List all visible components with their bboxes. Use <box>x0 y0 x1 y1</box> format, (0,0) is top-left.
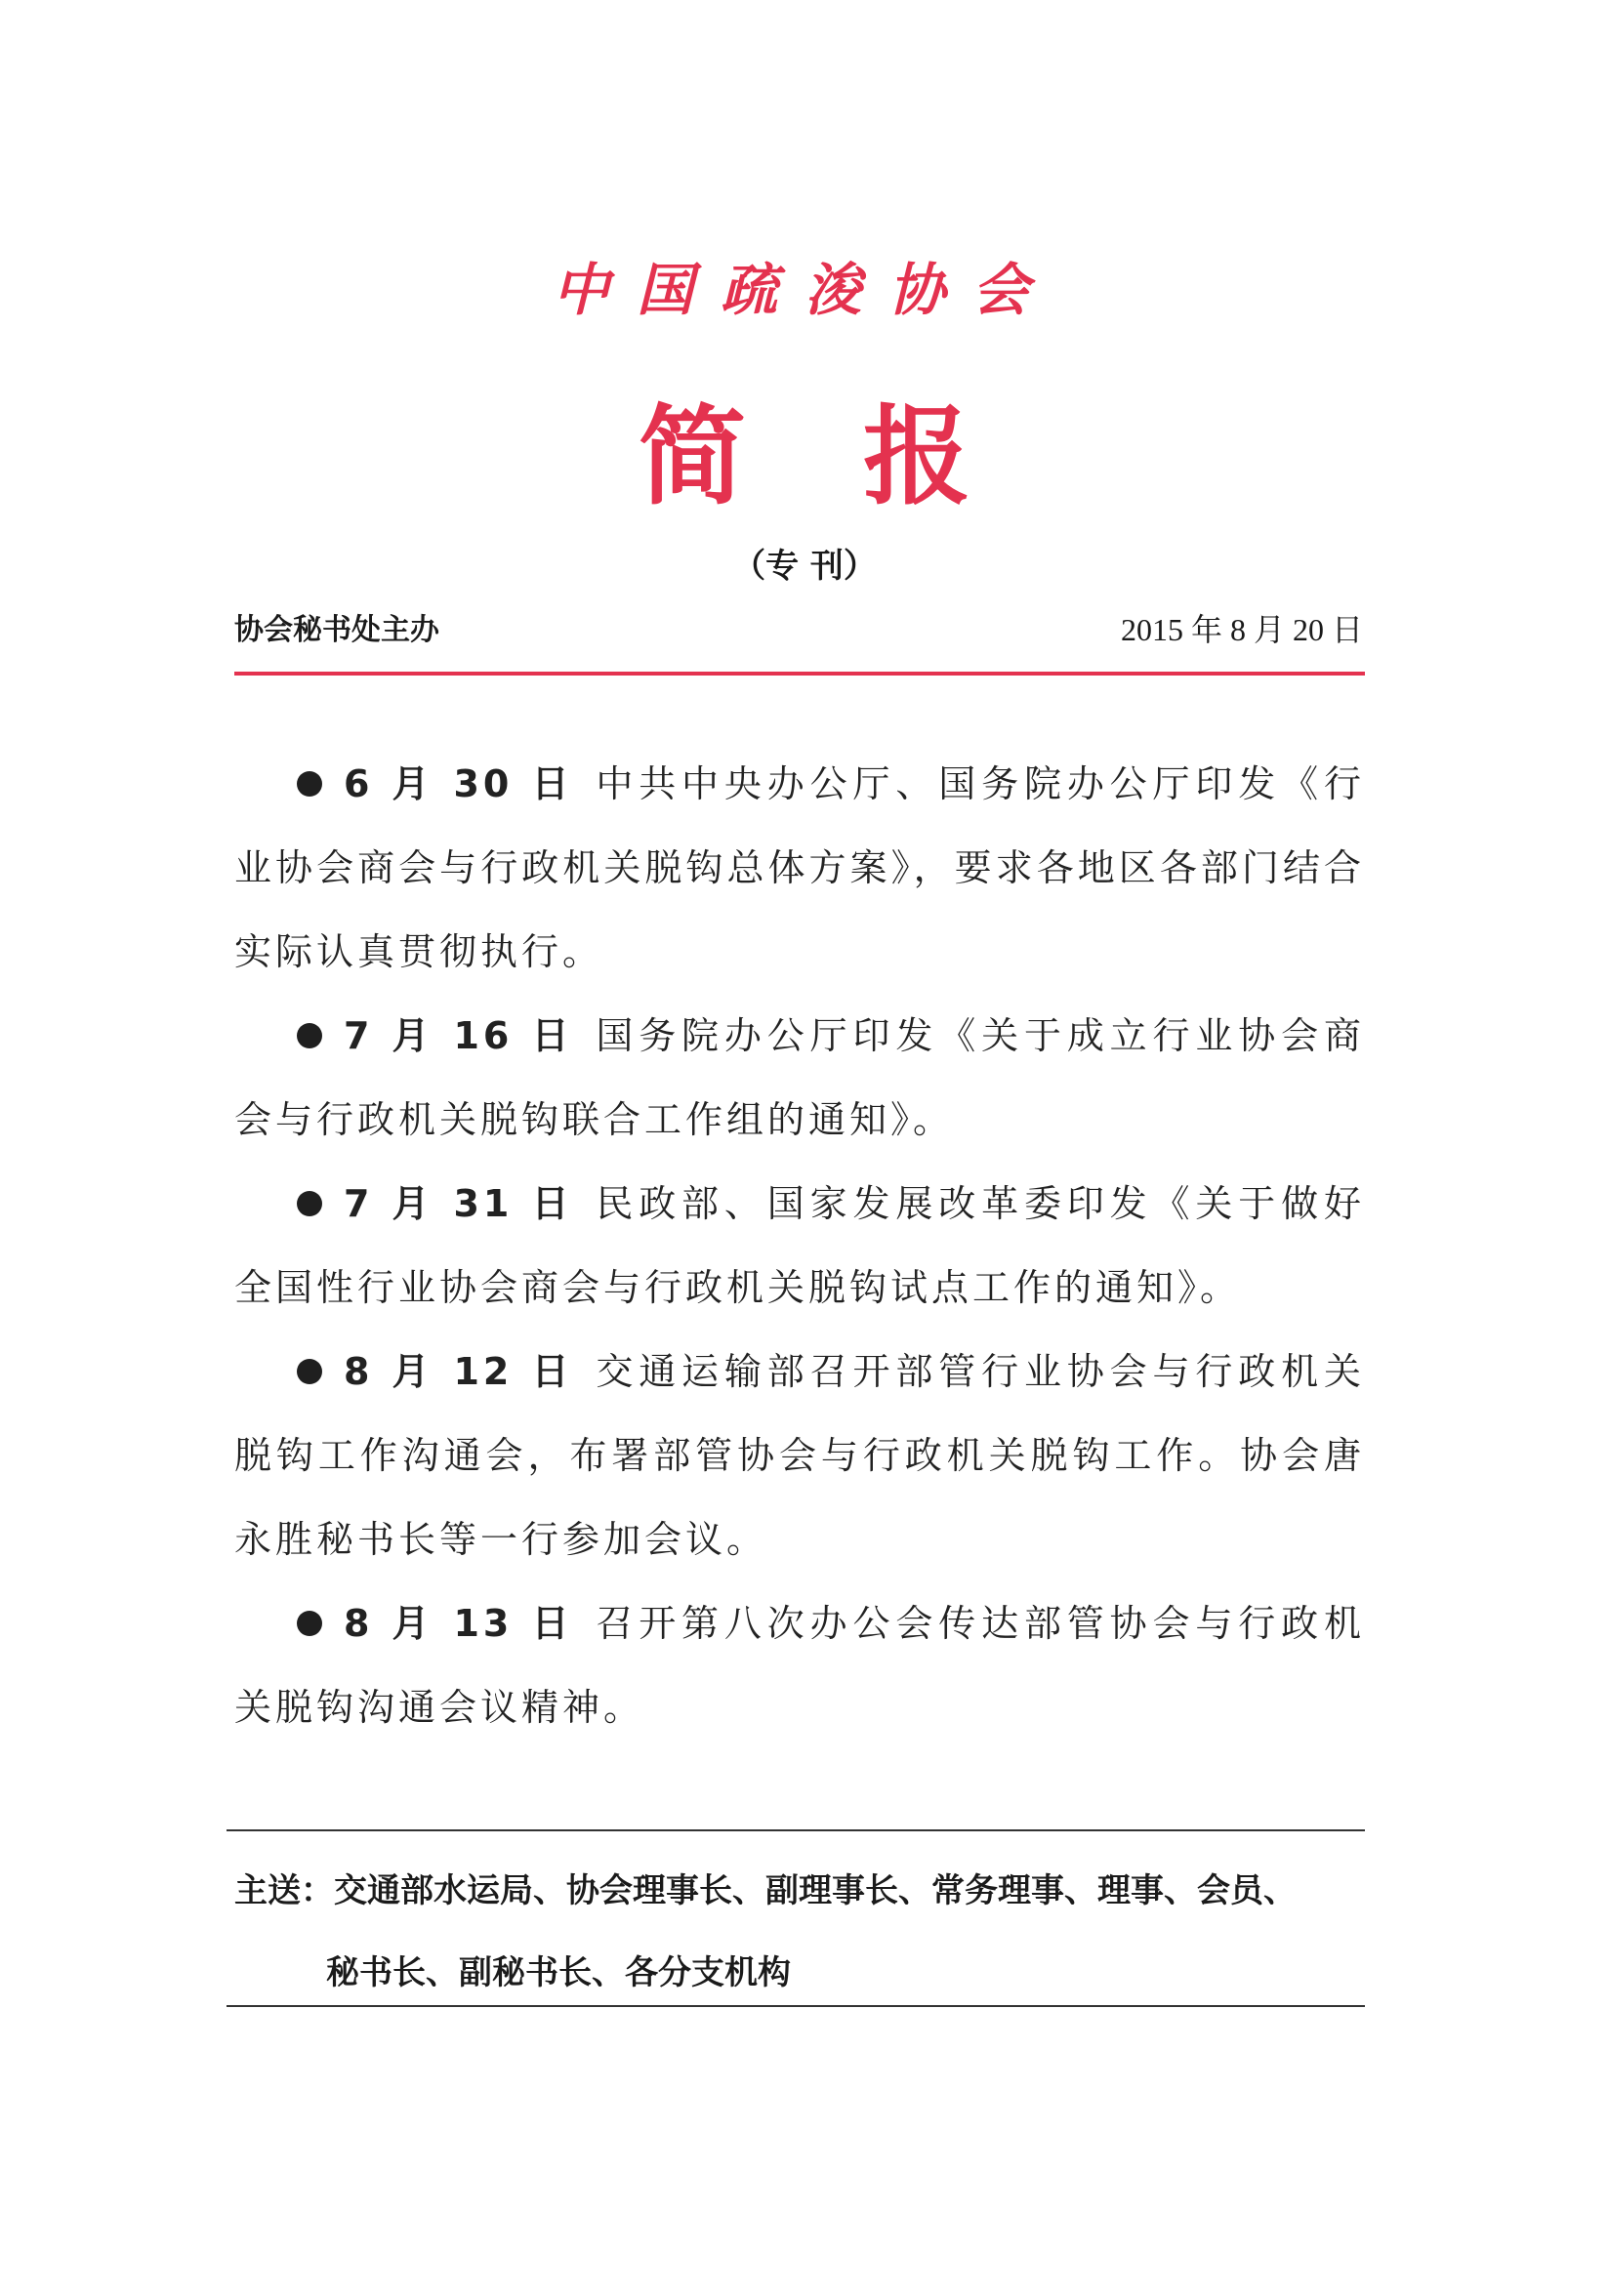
host-label: 协会秘书处主办 <box>234 613 439 647</box>
distribution-top-rule <box>227 1829 1365 1831</box>
distribution-line-1: 交通部水运局、协会理事长、副理事长、常务理事、理事、会员、 <box>334 1871 1297 1910</box>
news-items <box>234 742 1365 1749</box>
organization-name: 中国疏浚协会 <box>552 257 1056 323</box>
item-date: 7 月 31 日 <box>344 1182 575 1225</box>
distribution-label: 主送： <box>234 1871 334 1910</box>
item-date: 8 月 13 日 <box>344 1602 575 1645</box>
bullet-icon <box>297 1023 322 1048</box>
issue-label: （专 刊） <box>732 547 877 586</box>
item-date: 6 月 30 日 <box>344 762 575 805</box>
news-item <box>234 994 1365 1162</box>
bullet-icon <box>297 1359 322 1384</box>
bullet-icon <box>297 1611 322 1636</box>
distribution-list <box>234 1850 1367 2014</box>
item-text: 交通运输部召开部管行业协会与行政机关脱钩工作沟通会，布署部管协会与行政机关脱钩工作。协会唐永胜秘书长等一行参加会议。 <box>234 1350 1365 1561</box>
news-item <box>234 1581 1365 1749</box>
item-text: 召开第八次办公会传达部管协会与行政机关脱钩沟通会议精神。 <box>234 1602 1365 1729</box>
item-date: 7 月 16 日 <box>344 1014 575 1057</box>
red-divider <box>234 672 1365 676</box>
news-item <box>234 742 1365 994</box>
distribution-bottom-rule <box>227 2005 1365 2007</box>
document-title: 简报 <box>639 394 1088 519</box>
issue-date: 2015 年 8 月 20 日 <box>1120 612 1363 647</box>
bullet-icon <box>297 771 322 797</box>
news-item <box>234 1162 1365 1330</box>
bullet-icon <box>297 1191 322 1216</box>
distribution-line-2: 秘书长、副秘书长、各分支机构 <box>326 1953 791 1992</box>
item-text: 国务院办公厅印发《关于成立行业协会商会与行政机关脱钩联合工作组的通知》。 <box>234 1014 1365 1141</box>
news-item <box>234 1330 1365 1581</box>
item-text: 民政部、国家发展改革委印发《关于做好全国性行业协会商会与行政机关脱钩试点工作的通知》。 <box>234 1182 1365 1309</box>
item-text: 中共中央办公厅、国务院办公厅印发《行业协会商会与行政机关脱钩总体方案》，要求各地区各部门结合实际认真贯彻执行。 <box>234 762 1365 973</box>
item-date: 8 月 12 日 <box>344 1350 575 1393</box>
